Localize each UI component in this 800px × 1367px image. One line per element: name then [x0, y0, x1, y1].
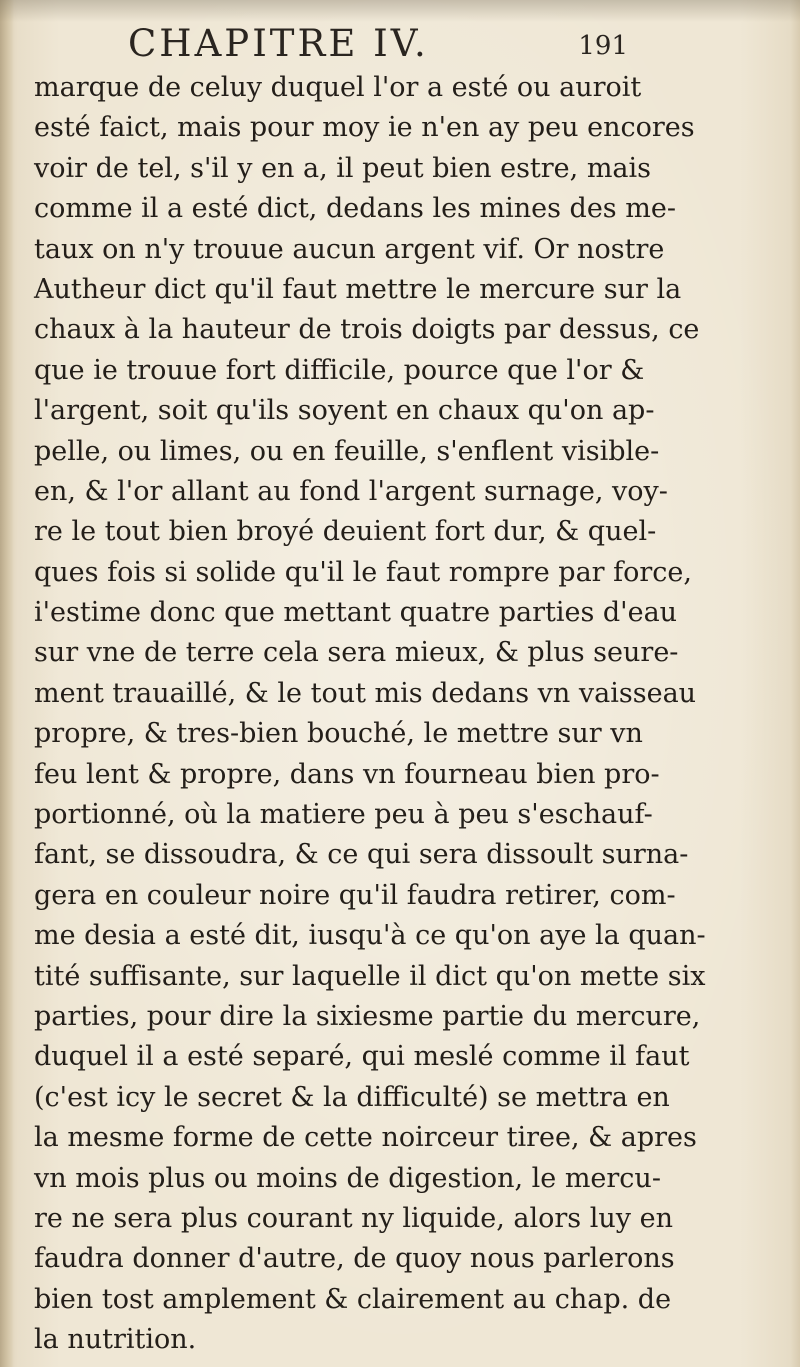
text-line: bien tost amplement & clairement au chap. de [34, 1283, 672, 1315]
page-header [90, 22, 630, 66]
text-line: i'estime donc que mettant quatre parties d'eau [34, 597, 678, 629]
text-line: vn mois plus ou moins de digestion, le mercu- [34, 1162, 661, 1194]
text-line: duquel il a esté separé, qui meslé comme il faut [34, 1041, 690, 1073]
text-line: esté faict, mais pour moy ie n'en ay peu encores [34, 112, 695, 144]
text-line: comme il a esté dict, dedans les mines des me- [34, 193, 676, 225]
text-line: Autheur dict qu'il faut mettre le mercure sur la [34, 273, 682, 305]
text-line: feu lent & propre, dans vn fourneau bien pro- [34, 758, 660, 790]
binding-edge [0, 0, 14, 1367]
text-line: chaux à la hauteur de trois doigts par dessus, ce [34, 314, 700, 346]
text-line: voir de tel, s'il y en a, il peut bien estre, mais [34, 152, 652, 184]
text-line: sur vne de terre cela sera mieux, & plus seure- [34, 637, 679, 669]
text-line: gera en couleur noire qu'il faudra retirer, com- [34, 879, 676, 911]
text-line: faudra donner d'autre, de quoy nous parlerons [34, 1243, 675, 1275]
text-line: parties, pour dire la sixiesme partie du mercure, [34, 1000, 701, 1032]
text-line: re le tout bien broyé deuient fort dur, & quel- [34, 516, 657, 548]
text-line: la mesme forme de cette noirceur tiree, & apres [34, 1122, 697, 1154]
text-line: propre, & tres-bien bouché, le mettre sur vn [34, 718, 643, 750]
text-line: taux on n'y trouue aucun argent vif. Or nostre [34, 233, 665, 265]
text-line: la nutrition. [34, 1324, 197, 1356]
text-line: (c'est icy le secret & la difficulté) se mettra en [34, 1081, 670, 1113]
running-head: CHAPITRE IV. [128, 22, 429, 65]
top-edge-shadow [0, 0, 800, 22]
text-line: re ne sera plus courant ny liquide, alors luy en [34, 1202, 673, 1234]
page-number: 191 [578, 31, 628, 61]
text-line: ment trauaillé, & le tout mis dedans vn vaisseau [34, 677, 697, 709]
text-line: que ie trouue fort difficile, pource que l'or & [34, 354, 645, 386]
text-line: portionné, où la matiere peu à peu s'eschauf- [34, 799, 653, 831]
text-line: en, & l'or allant au fond l'argent surnage, voy- [34, 475, 668, 507]
body-text [34, 68, 706, 1361]
text-line: tité suffisante, sur laquelle il dict qu'on mette six [34, 960, 706, 992]
text-line: me desia a esté dit, iusqu'à ce qu'on aye la quan- [34, 920, 706, 952]
text-line: marque de celuy duquel l'or a esté ou auroit [34, 72, 642, 103]
text-line: l'argent, soit qu'ils soyent en chaux qu'on ap- [34, 395, 655, 427]
text-line: ques fois si solide qu'il le faut rompre par force, [34, 556, 692, 588]
text-line: pelle, ou limes, ou en feuille, s'enflent visible- [34, 435, 660, 467]
text-line: fant, se dissoudra, & ce qui sera dissoult surna- [34, 839, 689, 871]
